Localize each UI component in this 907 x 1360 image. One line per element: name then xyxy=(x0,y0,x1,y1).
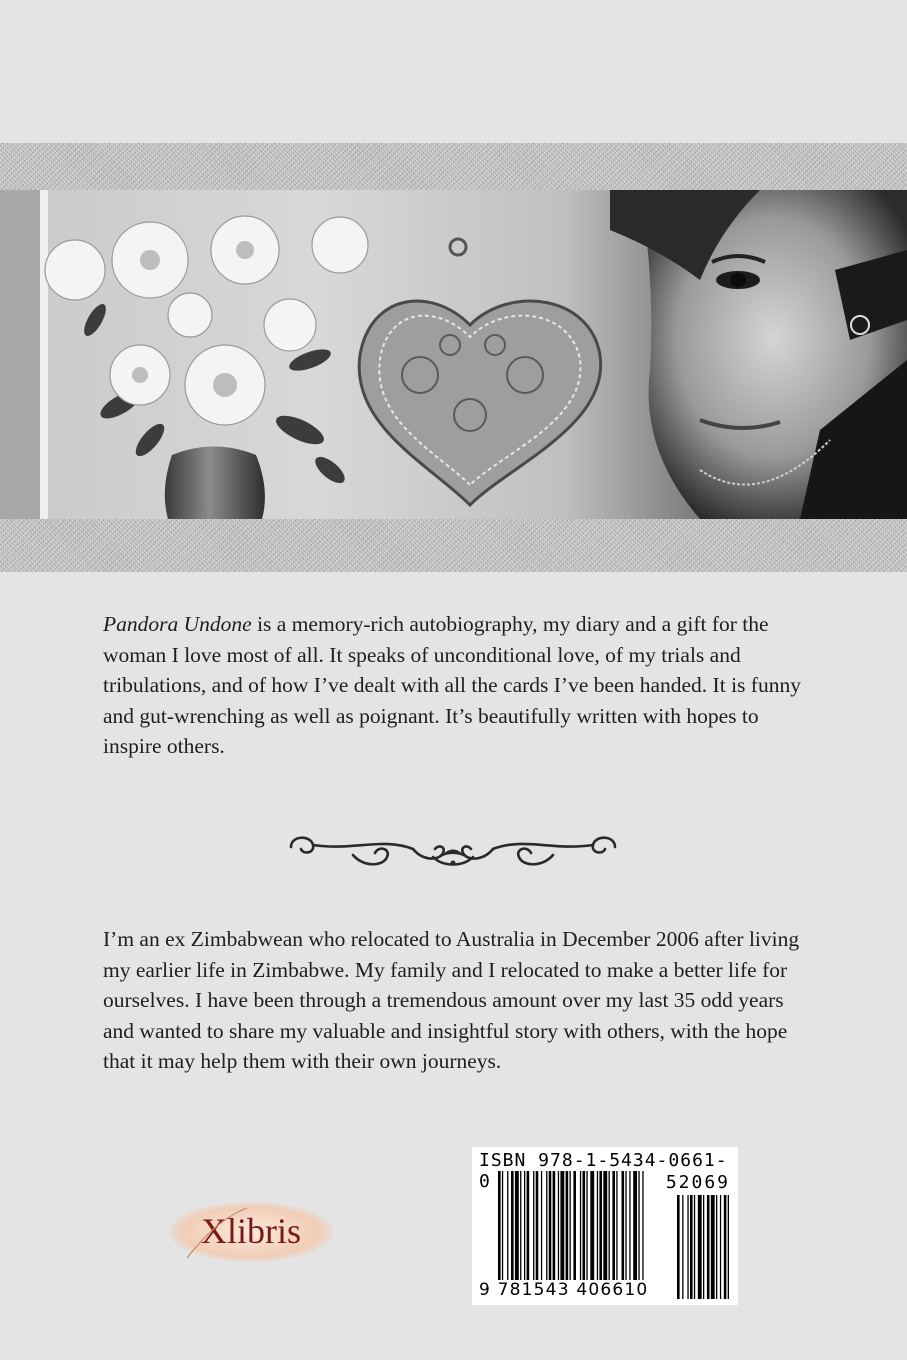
addon-bar xyxy=(682,1195,683,1299)
glitter-band-bottom xyxy=(0,519,907,572)
addon-bar xyxy=(698,1195,702,1299)
description-paragraph xyxy=(103,609,813,762)
addon-bar xyxy=(687,1195,688,1299)
publisher-name: Xlibris xyxy=(200,1211,302,1251)
book-title: Pandora Undone xyxy=(103,612,252,636)
isbn-barcode xyxy=(472,1147,738,1305)
addon-bar xyxy=(711,1195,715,1299)
addon-bar xyxy=(728,1195,729,1299)
description-text: is a memory-rich autobiography, my diary and a gift for the woman I love most of all. It speaks of unconditional love, of my trials and tribulations, and of how I’ve dealt with all the cards I’ve been handed. It is funny and gut-wrenching as well as poignant. It’s beautifully written with hopes to inspire others. xyxy=(103,612,801,758)
addon-bar xyxy=(690,1195,693,1299)
addon-bar xyxy=(720,1195,721,1299)
scroll-flourish-divider-icon xyxy=(283,827,623,871)
price-code: 52069 xyxy=(665,1172,730,1193)
author-bio-paragraph: I’m an ex Zimbabwean who relocated to Australia in December 2006 after living my earlier life in Zimbabwe. My family and I relocated to make a better life for ourselves. I have been through a tremendous amount over my last 35 odd years and wanted to share my valuable and insightful story with others, with the hope that it may help them with their own journeys. xyxy=(103,927,800,1073)
photo-collage-graphic xyxy=(0,190,907,519)
cover-photo-collage xyxy=(0,190,907,519)
ean-digits: 9 781543 406610 xyxy=(479,1280,649,1300)
addon-bar xyxy=(707,1195,710,1299)
xlibris-logo xyxy=(167,1200,335,1264)
addon-bar xyxy=(716,1195,717,1299)
addon-bar xyxy=(677,1195,680,1299)
addon-bar xyxy=(724,1195,727,1299)
addon-bar xyxy=(694,1195,695,1299)
addon-bar xyxy=(703,1195,704,1299)
glitter-band-top xyxy=(0,143,907,190)
isbn-label: ISBN 978-1-5434-0661-0 xyxy=(479,1150,728,1192)
